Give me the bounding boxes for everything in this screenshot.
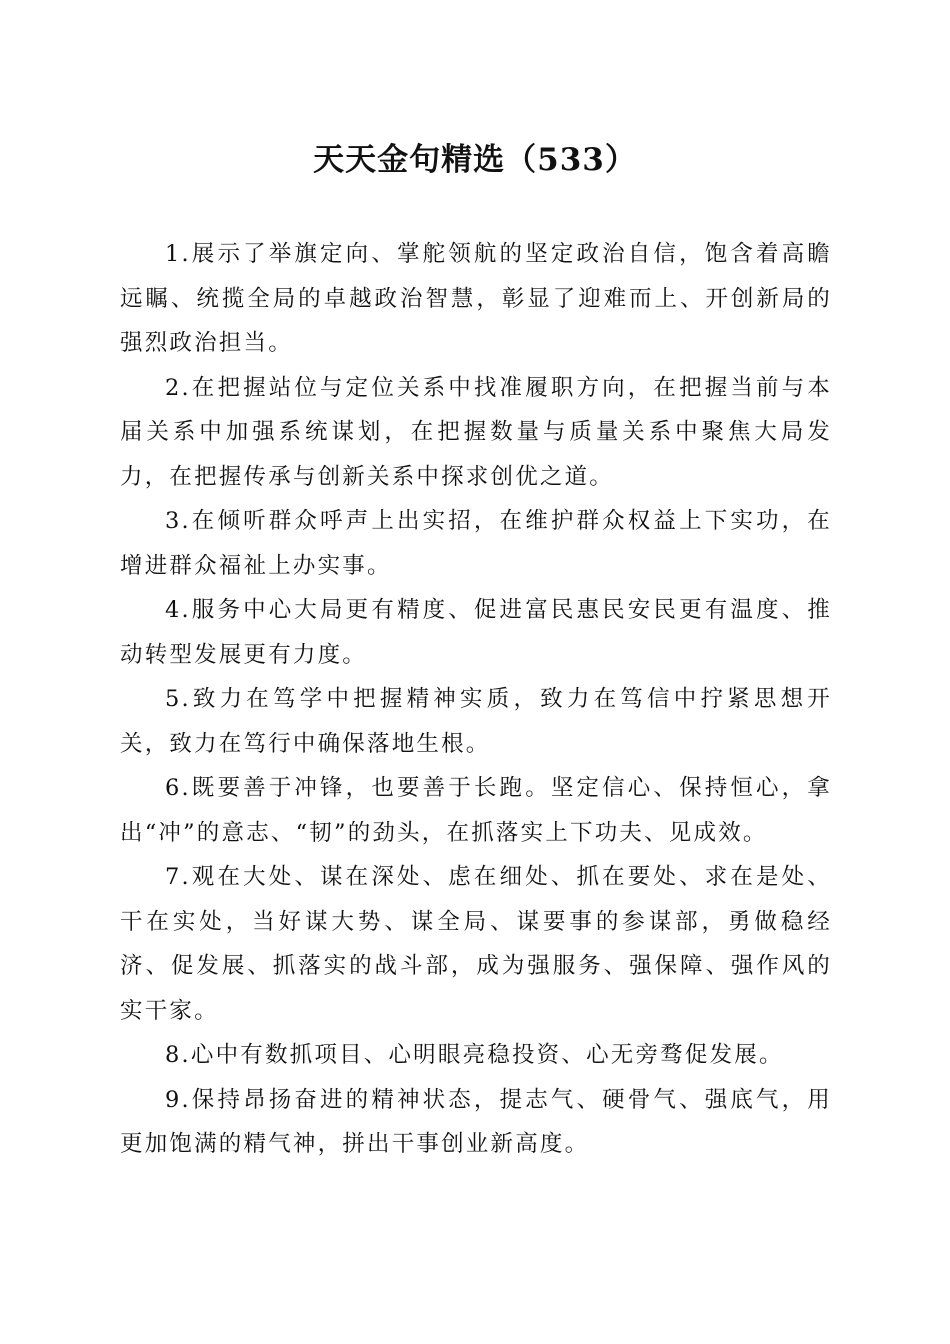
quote-list: [120, 232, 832, 1167]
quote-item-9: 9.保持昂扬奋进的精神状态，提志气、硬骨气、强底气，用更加饱满的精气神，拼出干事创业新高度。: [120, 1086, 832, 1157]
quote-item-2: 2.在把握站位与定位关系中找准履职方向，在把握当前与本届关系中加强系统谋划，在把握数量与质量关系中聚焦大局发力，在把握传承与创新关系中探求创优之道。: [120, 374, 832, 490]
quote-item-8: 8.心中有数抓项目、心明眼亮稳投资、心无旁骛促发展。: [165, 1042, 784, 1068]
quote-item-7: 7.观在大处、谋在深处、虑在细处、抓在要处、求在是处、干在实处，当好谋大势、谋全局、谋要事的参谋部，勇做稳经济、促发展、抓落实的战斗部，成为强服务、强保障、强作风的实干家。: [120, 864, 832, 1024]
quote-item-1: 1.展示了举旗定向、掌舵领航的坚定政治自信，饱含着高瞻远瞩、统揽全局的卓越政治智慧，彰显了迎难而上、开创新局的强烈政治担当。: [120, 241, 832, 356]
quote-item-5: 5.致力在笃学中把握精神实质，致力在笃信中拧紧思想开关，致力在笃行中确保落地生根。: [120, 686, 832, 757]
quote-item-3: 3.在倾听群众呼声上出实招，在维护群众权益上下实功，在增进群众福祉上办实事。: [120, 508, 832, 579]
page-title: 天天金句精选（533）: [313, 142, 637, 178]
quote-item-6: 6.既要善于冲锋，也要善于长跑。坚定信心、保持恒心，拿出“冲”的意志、“韧”的劲头，在抓落实上下功夫、见成效。: [120, 775, 832, 846]
quote-item-4: 4.服务中心大局更有精度、促进富民惠民安民更有温度、推动转型发展更有力度。: [120, 597, 832, 668]
